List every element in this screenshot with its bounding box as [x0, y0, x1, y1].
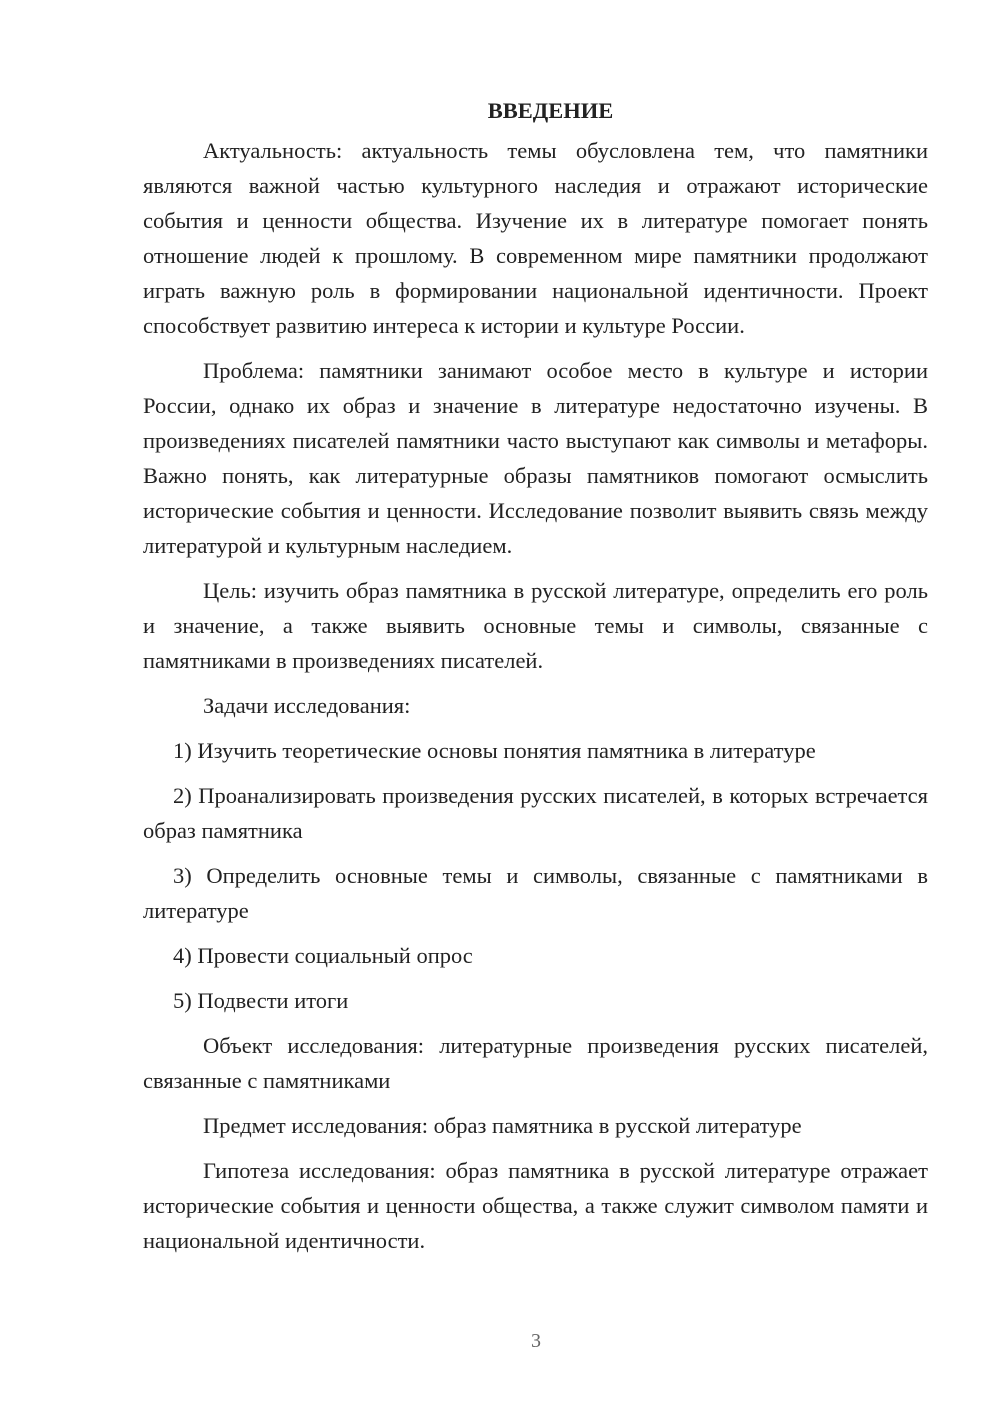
page-number: 3: [531, 1330, 541, 1352]
list-item: 1) Изучить теоретические основы понятия памятника в литературе: [173, 738, 816, 763]
tasks-list: [143, 733, 928, 1018]
hypothesis-paragraph: Гипотеза исследования: образ памятника в русской литературе отражает исторические события и ценности общества, а также служит символом памяти и национальной идентичности.: [143, 1158, 928, 1253]
subject-paragraph: Предмет исследования: образ памятника в русской литературе: [203, 1113, 802, 1138]
page-content: [143, 93, 928, 1268]
goal-paragraph: Цель: изучить образ памятника в русской литературе, определить его роль и значение, а также выявить основные темы и символы, связанные с памятниками в произведениях писателей.: [143, 578, 928, 673]
list-item: 4) Провести социальный опрос: [173, 943, 473, 968]
section-title: ВВЕДЕНИЕ: [487, 98, 614, 123]
object-paragraph: Объект исследования: литературные произведения русских писателей, связанные с памятниками: [143, 1033, 928, 1093]
problem-paragraph: Проблема: памятники занимают особое место в культуре и истории России, однако их образ и значение в литературе недостаточно изучены. В произведениях писателей памятники часто выступают как символы и метафоры. Важно понять, как литературные образы памятников помогают осмыслить исторические события и ценности. Исследование позволит выявить связь между литературой и культурным наследием.: [143, 358, 928, 558]
relevance-paragraph: Актуальность: актуальность темы обусловлена тем, что памятники являются важной частью культурного наследия и отражают исторические события и ценности общества. Изучение их в литературе помогает понять отношение людей к прошлому. В современном мире памятники продолжают играть важную роль в формировании национальной идентичности. Проект способствует развитию интереса к истории и культуре России.: [143, 138, 928, 338]
list-item: 2) Проанализировать произведения русских писателей, в которых встречается образ памятника: [143, 783, 928, 843]
list-item: 3) Определить основные темы и символы, связанные с памятниками в литературе: [143, 863, 928, 923]
tasks-heading: Задачи исследования:: [203, 693, 411, 718]
list-item: 5) Подвести итоги: [173, 988, 349, 1013]
